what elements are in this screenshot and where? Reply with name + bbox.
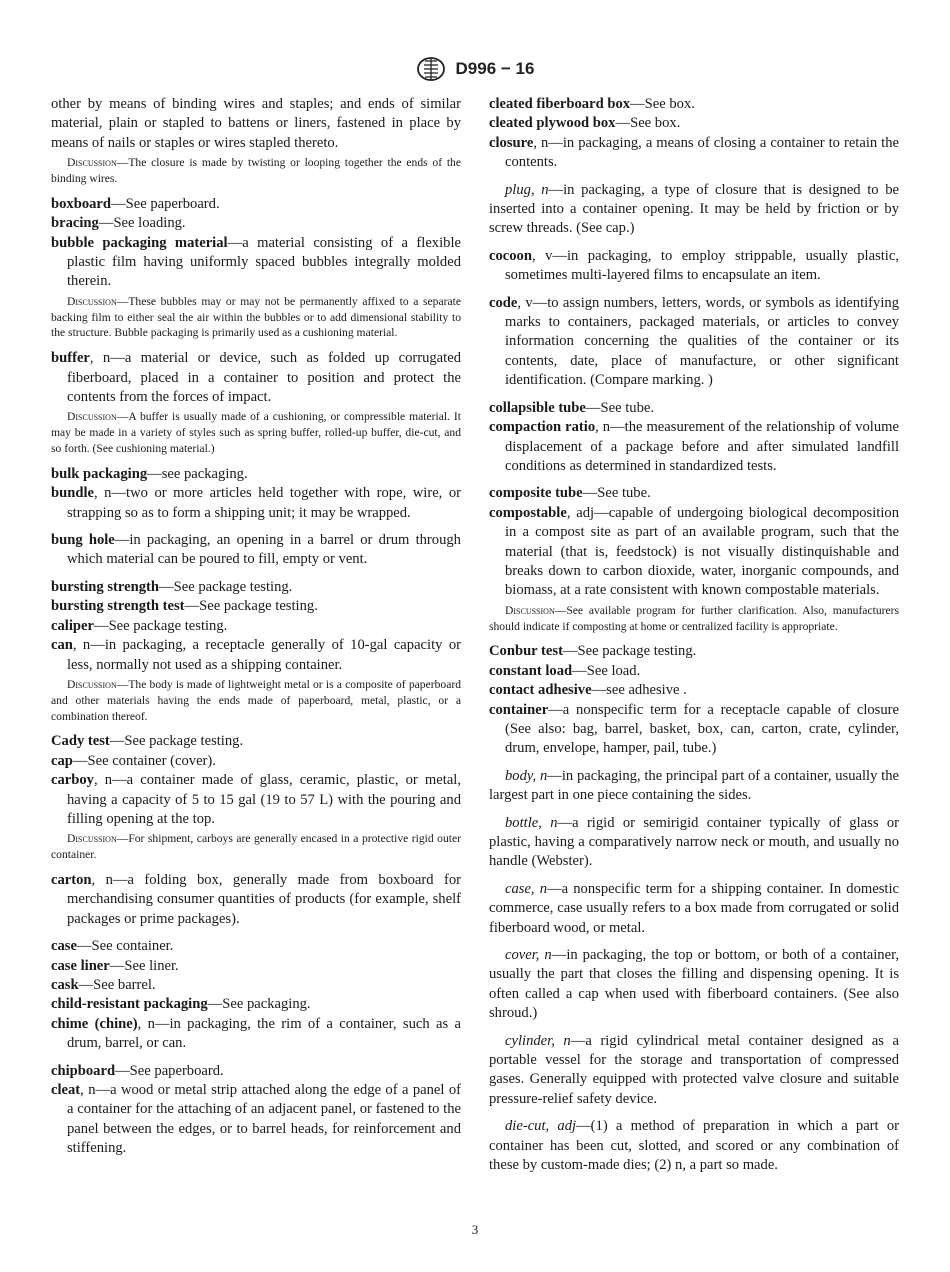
entry-bulk-packaging: bulk packaging—see packaging. xyxy=(51,465,248,482)
entry-compaction-ratio: compaction ratio, n—the measurement of the relationship of volume displacement of a package before and after simulated landfill conditions as determined in standardized tests. xyxy=(489,419,899,474)
continued-text: other by means of binding wires and staples; and ends of similar material, plain or stapled to battens or liners, fastened in place by means of nails or staples or wires stapled thereto. xyxy=(51,96,461,151)
entry-can: can, n—in packaging, a receptacle generally of 10-gal capacity or less, normally not used as a shipping container. xyxy=(51,637,461,673)
entry-cocoon: cocoon, v—in packaging, to employ strippable, usually plastic, sometimes multi-layered films to encapsulate an item. xyxy=(489,247,899,284)
subentry-cylinder: cylinder, n—a rigid cylindrical metal container designed as a portable vessel for the storage and transportation of compressed gases. Generally equipped with protected valve closure and suitable pressure-relief safety device. xyxy=(489,1032,899,1107)
entry-conbur-test: Conbur test—See package testing. xyxy=(489,643,697,660)
entry-constant-load: constant load—See load. xyxy=(489,662,641,679)
entry-cap: cap—See container (cover). xyxy=(51,752,216,769)
right-column xyxy=(489,95,899,1176)
entry-cady-test: Cady test—See package testing. xyxy=(51,733,244,750)
entry-bracing: bracing—See loading. xyxy=(51,215,186,232)
entry-closure: closure, n—in packaging, a means of closing a container to retain the contents. xyxy=(489,134,899,171)
subentry-cover: cover, n—in packaging, the top or bottom, or both of a container, usually the part that closes the filling and dispensing opening. It is often called a cap when used with fiberboard containers. (See also shroud.) xyxy=(489,947,899,1022)
page-header xyxy=(0,56,950,82)
entry-cleat: cleat, n—a wood or metal strip attached along the edge of a panel of a container for the attaching of an adjacent panel, or fastened to the panel between the edges, or to barrel heads, for reinforcement and stiffening. xyxy=(51,1081,461,1157)
entry-case: case—See container. xyxy=(51,938,174,955)
entry-bursting-strength-test: bursting strength test—See package testing. xyxy=(51,598,318,615)
document-number: D996 − 16 xyxy=(455,59,535,78)
entry-code: code, v—to assign numbers, letters, words, or symbols as identifying marks to containers, packaged materials, or articles to convey information concerning the qualities of the container or its contents, date, place of manufacture, or other significant identification. (Compare marking. ) xyxy=(489,294,899,389)
subentry-die-cut: die-cut, adj—(1) a method of preparation in which a part or container has been cut, slotted, and scored or any combination of these by custom-made dies; (2) n, a part so made. xyxy=(489,1118,899,1174)
entry-cleated-fiberboard-box: cleated fiberboard box—See box. xyxy=(489,96,695,112)
subentry-bottle: bottle, n—a rigid or semirigid container typically of glass or plastic, having a comparatively narrow neck or mouth, and usually no handle (Webster). xyxy=(489,814,899,870)
subentry-body: body, n—in packaging, the principal part of a container, usually the largest part in one piece containing the sides. xyxy=(489,767,899,804)
entry-chipboard: chipboard—See paperboard. xyxy=(51,1062,224,1079)
entry-child-resistant-packaging: child-resistant packaging—See packaging. xyxy=(51,996,311,1013)
astm-logo-icon xyxy=(416,56,446,82)
discussion-note: Discussion—The body is made of lightweight metal or is a composite of paperboard and other materials having the ends made of paperboard, metal, plastic, or a combination thereof. xyxy=(51,677,461,723)
entry-bung-hole: bung hole—in packaging, an opening in a barrel or drum through which material can be poured to fill, empty or vent. xyxy=(51,532,461,568)
discussion-note: Discussion—See available program for further clarification. Also, manufacturers should indicate if composting at home or centralized facility is appropriate. xyxy=(489,603,899,633)
entry-carboy: carboy, n—a container made of glass, ceramic, plastic, or metal, having a capacity of 5 to 15 gal (19 to 57 L) with the pouring and filling opening at the top. xyxy=(51,772,461,827)
entry-composite-tube: composite tube—See tube. xyxy=(489,485,651,502)
entry-bursting-strength: bursting strength—See package testing. xyxy=(51,578,293,595)
entry-collapsible-tube: collapsible tube—See tube. xyxy=(489,399,654,416)
subentry-case: case, n—a nonspecific term for a shipping container. In domestic commerce, case usually refers to a box made from corrugated or solid fiberboard wood, or metal. xyxy=(489,880,899,936)
discussion-note: Discussion—The closure is made by twisting or looping together the ends of the binding wires. xyxy=(51,156,461,186)
entry-case-liner: case liner—See liner. xyxy=(51,957,179,974)
left-column xyxy=(51,95,461,1159)
entry-contact-adhesive: contact adhesive—see adhesive . xyxy=(489,682,687,699)
discussion-note: Discussion—A buffer is usually made of a cushioning, or compressible material. It may be made in a variety of styles such as spring buffer, rolled-up buffer, die-cut, and so forth. (See cushioning material.) xyxy=(51,410,461,456)
discussion-note: Discussion—For shipment, carboys are generally encased in a protective rigid outer container. xyxy=(51,832,461,862)
entry-boxboard: boxboard—See paperboard. xyxy=(51,195,220,212)
page-number: 3 xyxy=(471,1222,479,1237)
entry-caliper: caliper—See package testing. xyxy=(51,617,228,634)
discussion-note: Discussion—These bubbles may or may not be permanently affixed to a separate backing film to either seal the air within the bubbles or to add dimensional stability to the structure. Bubble packaging is primarily used as a cushioning material. xyxy=(51,294,461,340)
entry-compostable: compostable, adj—capable of undergoing biological decomposition in a compost site as part of an available program, such that the material (that is, feedstock) is not visually distinquishable and breaks down to carbon dioxide, water, inorganic compounds, and biomass, at a rate consistent with known compostable materials. xyxy=(489,504,899,599)
entry-container: container—a nonspecific term for a receptacle capable of closure (See also: bag, barrel, basket, box, can, carton, crate, cylinder, drum, envelope, hamper, pail, tube.) xyxy=(489,701,899,757)
entry-chime: chime (chine), n—in packaging, the rim of a container, such as a drum, barrel, or can. xyxy=(51,1015,461,1052)
entry-bundle: bundle, n—two or more articles held together with rope, wire, or strapping so as to form a shipping unit; it may be wrapped. xyxy=(51,485,461,521)
entry-cleated-plywood-box: cleated plywood box—See box. xyxy=(489,115,681,132)
entry-bubble-packaging-material: bubble packaging material—a material consisting of a flexible plastic film having uniformly spaced bubbles integrally molded therein. xyxy=(51,234,461,290)
subentry-plug: plug, n—in packaging, a type of closure that is designed to be inserted into a container opening. It may be held by friction or by screw threads. (See cap.) xyxy=(489,181,899,237)
entry-cask: cask—See barrel. xyxy=(51,976,156,993)
entry-carton: carton, n—a folding box, generally made from boxboard for merchandising consumer quantities of products (for example, shelf packages or prime packages). xyxy=(51,871,461,927)
entry-buffer: buffer, n—a material or device, such as folded up corrugated fiberboard, placed in a container to position and protect the contents from the forces of impact. xyxy=(51,350,461,406)
